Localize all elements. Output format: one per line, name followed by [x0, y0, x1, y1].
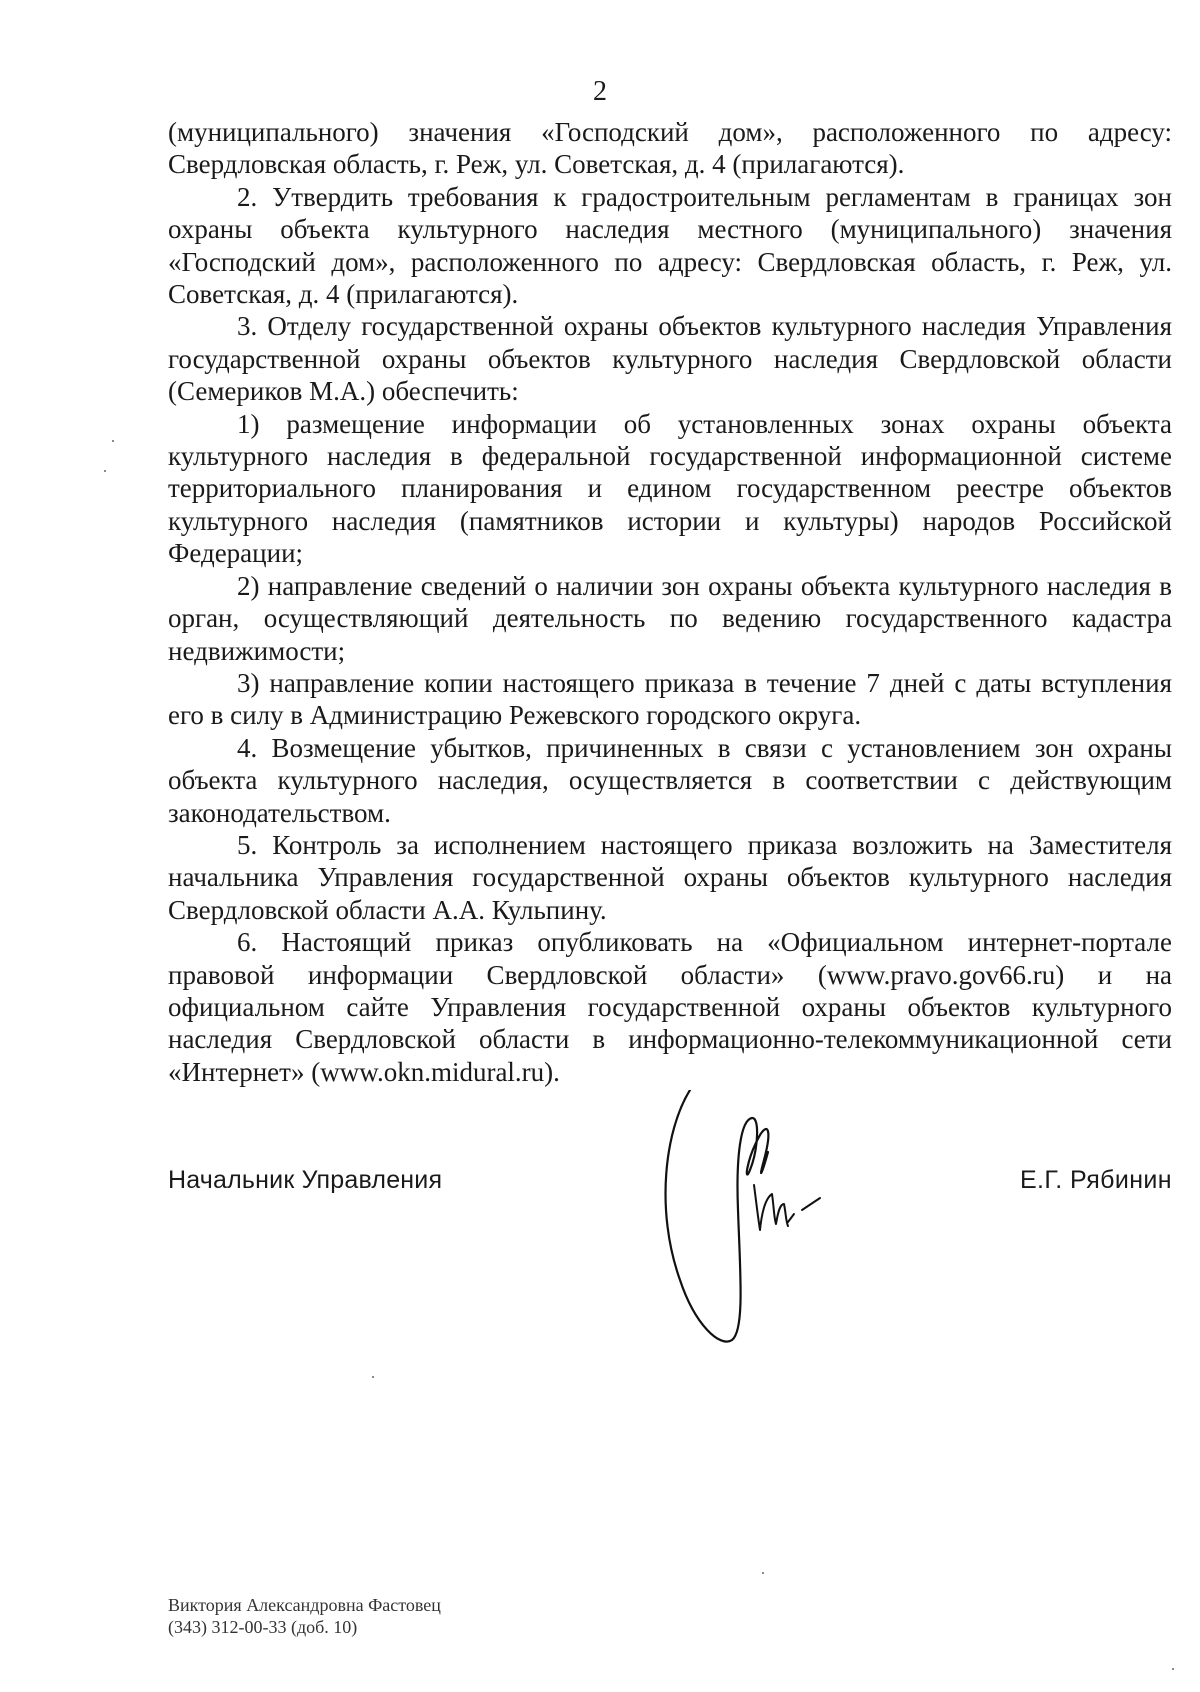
- page-number: 2: [593, 76, 607, 107]
- paragraph-subitem-2: 2) направление сведений о наличии зон охраны объекта культурного наследия в орган, осуществляющий деятельность по ведению государственного кадастра недвижимости;: [168, 570, 1172, 666]
- signatory-title: Начальник Управления: [168, 1166, 443, 1194]
- scan-speck: [762, 1572, 764, 1574]
- paragraph-item-3: 3. Отделу государственной охраны объектов культурного наследия Управления государственной охраны объектов культурного наследия Свердловской области (Семериков М.А.) обеспечить:: [168, 311, 1172, 407]
- scan-speck: [104, 470, 106, 472]
- scan-speck: [112, 440, 114, 442]
- paragraph-subitem-3: 3) направление копии настоящего приказа в течение 7 дней с даты вступления его в силу в Администрацию Режевского городского округа.: [168, 667, 1172, 731]
- document-body: [168, 116, 1172, 1088]
- executor-name: Виктория Александровна Фастовец: [168, 1595, 441, 1615]
- paragraph-item-2: 2. Утвердить требования к градостроительным регламентам в границах зон охраны объекта культурного наследия местного (муниципального) значения «Господский дом», расположенного по адресу: Свердловская область, г. Реж, ул. Советская, д. 4 (прилагаются).: [168, 181, 1172, 310]
- paragraph-continuation: (муниципального) значения «Господский дом», расположенного по адресу: Свердловская область, г. Реж, ул. Советская, д. 4 (прилагаются).: [168, 117, 1172, 180]
- paragraph-item-4: 4. Возмещение убытков, причиненных в связи с установлением зон охраны объекта культурного наследия, осуществляется в соответствии с действующим законодательством.: [168, 732, 1172, 828]
- paragraph-item-6: 6. Настоящий приказ опубликовать на «Официальном интернет-портале правовой информации Свердловской области» (www.pravo.gov66.ru) и на официальном сайте Управления государственной охраны объектов культурного наследия Свердловской области в информационно-телекоммуникационной сети «Интернет» (www.okn.midural.ru).: [168, 927, 1172, 1087]
- handwritten-signature: [660, 1090, 900, 1350]
- scan-speck: [1172, 1668, 1174, 1670]
- paragraph-item-5: 5. Контроль за исполнением настоящего приказа возложить на Заместителя начальника Управления государственной охраны объектов культурного наследия Свердловской области А.А. Кульпину.: [168, 829, 1172, 925]
- scan-speck: [372, 1376, 374, 1378]
- signatory-name: Е.Г. Рябинин: [1019, 1166, 1172, 1194]
- executor-block: [168, 1594, 441, 1638]
- paragraph-subitem-1: 1) размещение информации об установленных зонах охраны объекта культурного наследия в федеральной государственной информационной системе территориального планирования и едином государственном реестре объектов культурного наследия (памятников истории и культуры) народов Российской Федерации;: [168, 408, 1172, 569]
- executor-phone: (343) 312-00-33 (доб. 10): [168, 1617, 358, 1637]
